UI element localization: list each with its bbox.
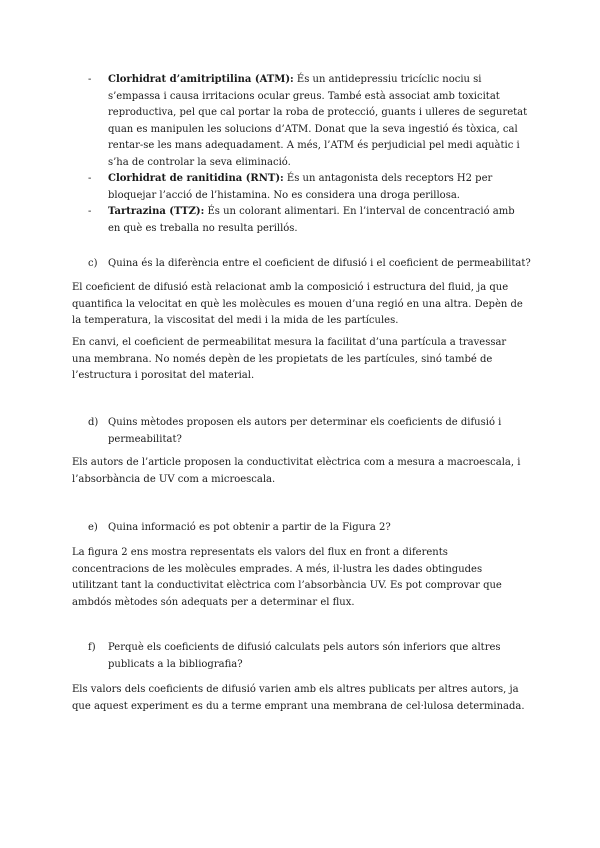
hazard-bullet-list: [88, 72, 528, 237]
question-e: [88, 520, 548, 537]
bullet-item-atm: [88, 72, 528, 171]
bullet-term: Clorhidrat d’amitriptilina (ATM):: [108, 74, 294, 85]
bullet-item-ttz: [88, 204, 528, 237]
bullet-text: És un antidepressiu tricíclic nociu si s’empassa i causa irritacions ocular greus. També està associat amb toxicitat reproductiva, pel que cal portar la roba de protecció, guants i ulleres de seguretat quan es manipulen les solucions d’ATM. Donat que la seva ingestió és tòxica, cal rentar-se les mans adequadament. A més, l’ATM és perjudicial pel medi aquàtic i s’ha de controlar la seva eliminació.: [108, 74, 528, 168]
bullet-term: Tartrazina (TTZ):: [108, 206, 205, 217]
question-d: [88, 415, 548, 448]
bullet-dash: -: [88, 74, 92, 85]
question-letter: e): [88, 522, 98, 533]
bullet-text: És un colorant alimentari. En l’interval de concentració amb en què es treballa no resulta perillós.: [108, 206, 515, 234]
question-f: [88, 640, 548, 673]
question-letter: c): [88, 258, 98, 269]
bullet-dash: -: [88, 206, 92, 217]
answer-d: Els autors de l’article proposen la conductivitat elèctrica com a mesura a macroescala, i l’absorbància de UV com a microescala.: [72, 457, 521, 485]
question-letter: f): [88, 642, 96, 653]
bullet-dash: -: [88, 173, 92, 184]
bullet-term: Clorhidrat de ranitidina (RNT):: [108, 173, 284, 184]
question-c: [88, 256, 548, 273]
question-text: Quina informació es pot obtenir a partir de la Figura 2?: [108, 522, 391, 533]
answer-f: Els valors dels coeficients de difusió varien amb els altres publicats per altres autors, ja que aquest experiment es du a terme emprant una membrana de cel·lulosa determinada.: [72, 684, 525, 712]
question-text: Quina és la diferència entre el coeficient de difusió i el coeficient de permeabilitat?: [108, 258, 531, 269]
answer-c-1: El coeficient de difusió està relacionat amb la composició i estructura del fluid, ja que quantifica la velocitat en què les molècules es mouen d’una regió en una altra. Depèn de la temperatura, la viscositat del medi i la mida de les partícules.: [72, 282, 523, 326]
bullet-text: És un antagonista dels receptors H2 per bloquejar l’acció de l’histamina. No es considera una droga perillosa.: [108, 173, 493, 201]
question-letter: d): [88, 417, 99, 428]
question-text: Perquè els coeficients de difusió calculats pels autors són inferiors que altres publicats a la bibliografia?: [108, 642, 501, 670]
bullet-item-rnt: [88, 171, 528, 204]
answer-c-2: En canvi, el coeficient de permeabilitat mesura la facilitat d’una partícula a travessar una membrana. No només depèn de les propietats de les partícules, sinó també de l’estructura i porositat del material.: [72, 337, 507, 381]
question-text: Quins mètodes proposen els autors per determinar els coeficients de difusió i permeabilitat?: [108, 417, 502, 445]
answer-e: La figura 2 ens mostra representats els valors del flux en front a diferents concentracions de les molècules emprades. A més, il·lustra les dades obtingudes utilitzant tant la conductivitat elèctrica com l’absorbància UV. Es pot comprovar que ambdós mètodes són adequats per a determinar el flux.: [72, 547, 502, 608]
